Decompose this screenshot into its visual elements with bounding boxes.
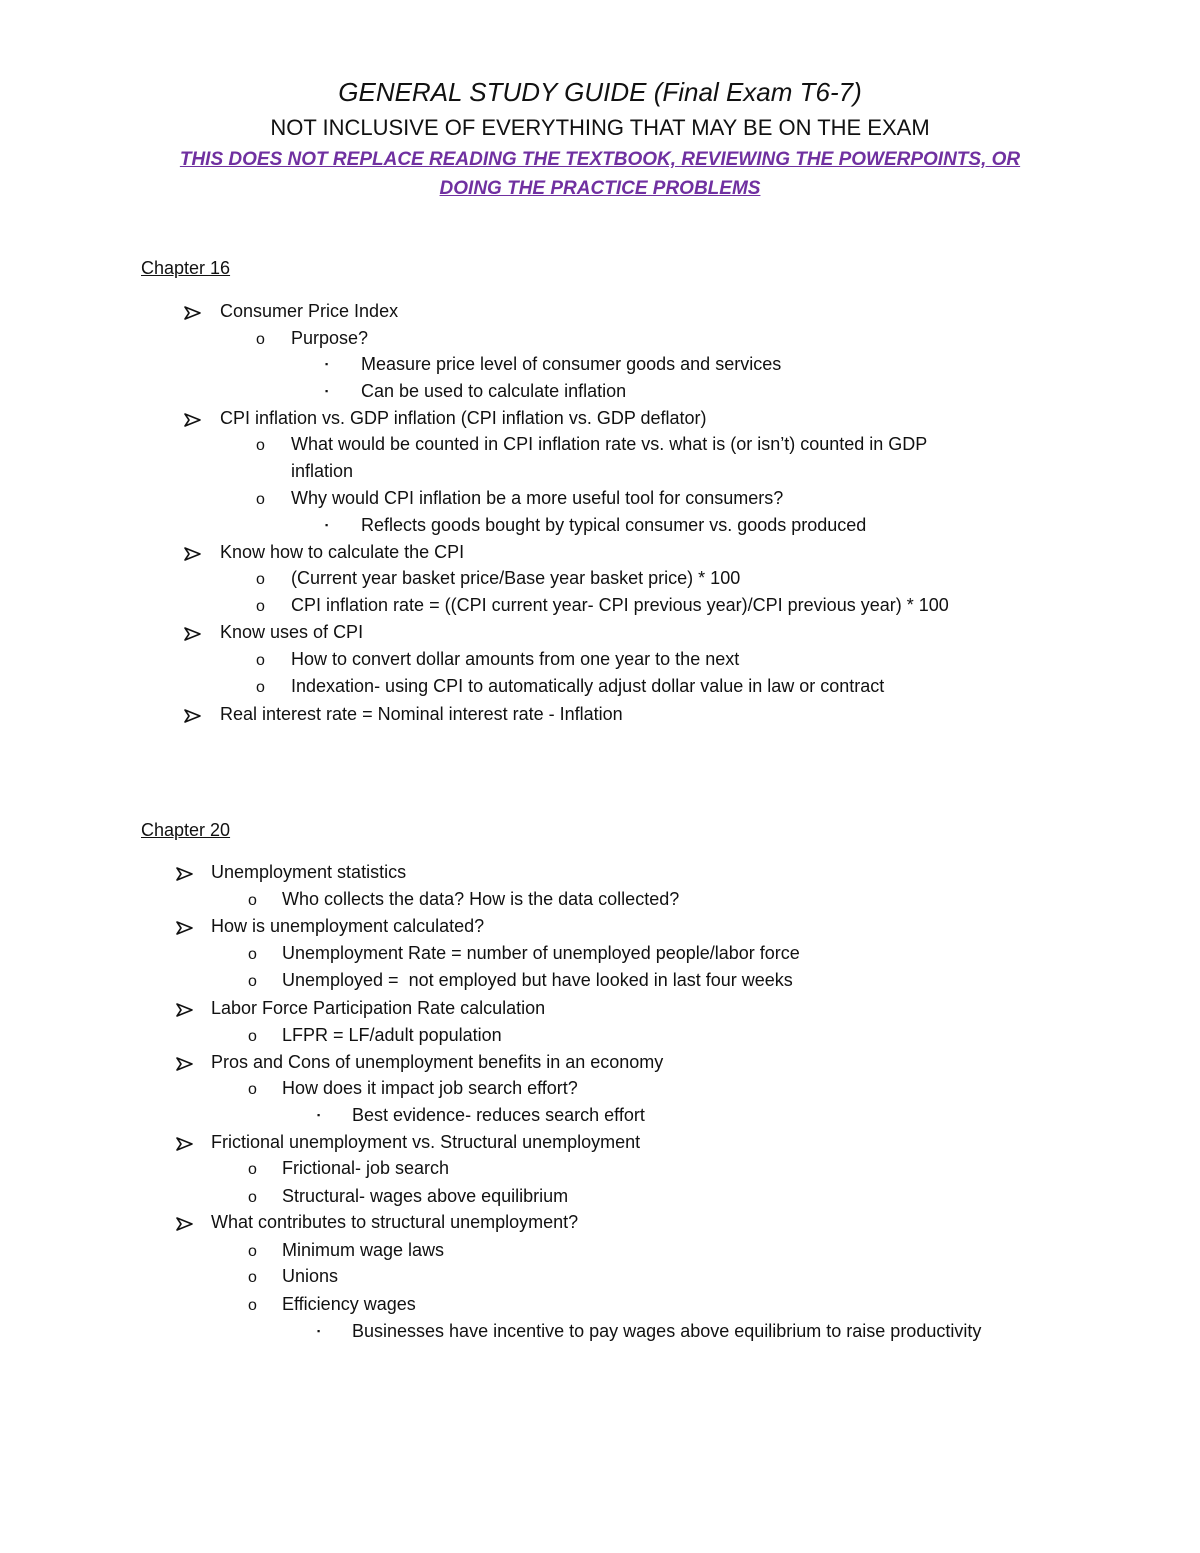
arrow-bullet-icon (176, 1137, 194, 1151)
list-item-text: Measure price level of consumer goods and services (361, 354, 782, 374)
list-item-text: Unemployment statistics (211, 862, 407, 882)
list-item-text: Businesses have incentive to pay wages above equilibrium to raise productivity (352, 1321, 982, 1341)
circle-bullet-icon: o (256, 437, 265, 454)
circle-bullet-icon: o (256, 679, 265, 696)
circle-bullet-icon: o (248, 1189, 257, 1206)
square-bullet-icon: ▪ (317, 1326, 321, 1336)
arrow-bullet-icon (184, 627, 202, 641)
arrow-bullet-icon (184, 413, 202, 427)
list-item-text: Real interest rate = Nominal interest rate - Inflation (220, 704, 623, 724)
document-title: GENERAL STUDY GUIDE (Final Exam T6-7) (338, 77, 862, 107)
circle-bullet-icon: o (248, 1243, 257, 1260)
list-item-continuation: inflation (291, 461, 354, 481)
circle-bullet-icon: o (248, 1161, 257, 1178)
list-item-text: Minimum wage laws (282, 1240, 445, 1260)
list-item-text: Indexation- using CPI to automatically adjust dollar value in law or contract (291, 676, 885, 696)
chapter-16-heading: Chapter 16 (141, 258, 231, 278)
circle-bullet-icon: o (256, 491, 265, 508)
square-bullet-icon: ▪ (325, 520, 329, 530)
list-item-text: Pros and Cons of unemployment benefits in an economy (211, 1052, 664, 1072)
document-subtitle: NOT INCLUSIVE OF EVERYTHING THAT MAY BE ON THE EXAM (270, 115, 930, 140)
list-item-text: Best evidence- reduces search effort (352, 1105, 645, 1125)
list-item-text: What would be counted in CPI inflation rate vs. what is (or isn’t) counted in GDP (291, 434, 928, 454)
list-item-text: LFPR = LF/adult population (282, 1025, 502, 1045)
arrow-bullet-icon (176, 1057, 194, 1071)
list-item-text: Unemployment Rate = number of unemployed people/labor force (282, 943, 800, 963)
circle-bullet-icon: o (256, 331, 265, 348)
list-item-text: CPI inflation rate = ((CPI current year- CPI previous year)/CPI previous year) * 100 (291, 595, 949, 615)
list-item-text: Who collects the data? How is the data collected? (282, 889, 680, 909)
arrow-bullet-icon (176, 921, 194, 935)
list-item-text: Unions (282, 1266, 339, 1286)
warning-note (0, 145, 1200, 203)
arrow-bullet-icon (176, 1003, 194, 1017)
list-item-text: Frictional unemployment vs. Structural unemployment (211, 1132, 641, 1152)
list-item-text: Structural- wages above equilibrium (282, 1186, 569, 1206)
list-item-text: CPI inflation vs. GDP inflation (CPI inflation vs. GDP deflator) (220, 408, 707, 428)
list-item-text: How does it impact job search effort? (282, 1078, 578, 1098)
list-item-text: Can be used to calculate inflation (361, 381, 627, 401)
list-item-text: How to convert dollar amounts from one year to the next (291, 649, 740, 669)
arrow-bullet-icon (176, 1217, 194, 1231)
circle-bullet-icon: o (248, 946, 257, 963)
list-item-text: Know how to calculate the CPI (220, 542, 465, 562)
list-item-text: Consumer Price Index (220, 301, 399, 321)
arrow-bullet-icon (184, 547, 202, 561)
square-bullet-icon: ▪ (325, 359, 329, 369)
circle-bullet-icon: o (248, 1028, 257, 1045)
square-bullet-icon: ▪ (317, 1110, 321, 1120)
list-item-text: Efficiency wages (282, 1294, 416, 1314)
list-item-text: How is unemployment calculated? (211, 916, 485, 936)
circle-bullet-icon: o (248, 973, 257, 990)
arrow-bullet-icon (184, 306, 202, 320)
chapter-20-heading: Chapter 20 (141, 820, 231, 840)
list-item-text: Frictional- job search (282, 1158, 450, 1178)
warning-line-2: DOING THE PRACTICE PROBLEMS (439, 178, 761, 199)
circle-bullet-icon: o (248, 1081, 257, 1098)
list-item-text: What contributes to structural unemployment? (211, 1212, 579, 1232)
list-item-text: (Current year basket price/Base year basket price) * 100 (291, 568, 741, 588)
circle-bullet-icon: o (248, 1297, 257, 1314)
list-item-text: Why would CPI inflation be a more useful tool for consumers? (291, 488, 784, 508)
arrow-bullet-icon (184, 709, 202, 723)
list-item-text: Know uses of CPI (220, 622, 364, 642)
circle-bullet-icon: o (248, 1269, 257, 1286)
warning-line-1: THIS DOES NOT REPLACE READING THE TEXTBOOK, REVIEWING THE POWERPOINTS, OR (179, 149, 1021, 170)
circle-bullet-icon: o (248, 892, 257, 909)
list-item-text: Unemployed = not employed but have looked in last four weeks (282, 970, 793, 990)
list-item-text: Reflects goods bought by typical consumer vs. goods produced (361, 515, 867, 535)
arrow-bullet-icon (176, 867, 194, 881)
circle-bullet-icon: o (256, 571, 265, 588)
circle-bullet-icon: o (256, 598, 265, 615)
list-item-text: Purpose? (291, 328, 369, 348)
circle-bullet-icon: o (256, 652, 265, 669)
list-item-text: Labor Force Participation Rate calculation (211, 998, 546, 1018)
square-bullet-icon: ▪ (325, 386, 329, 396)
